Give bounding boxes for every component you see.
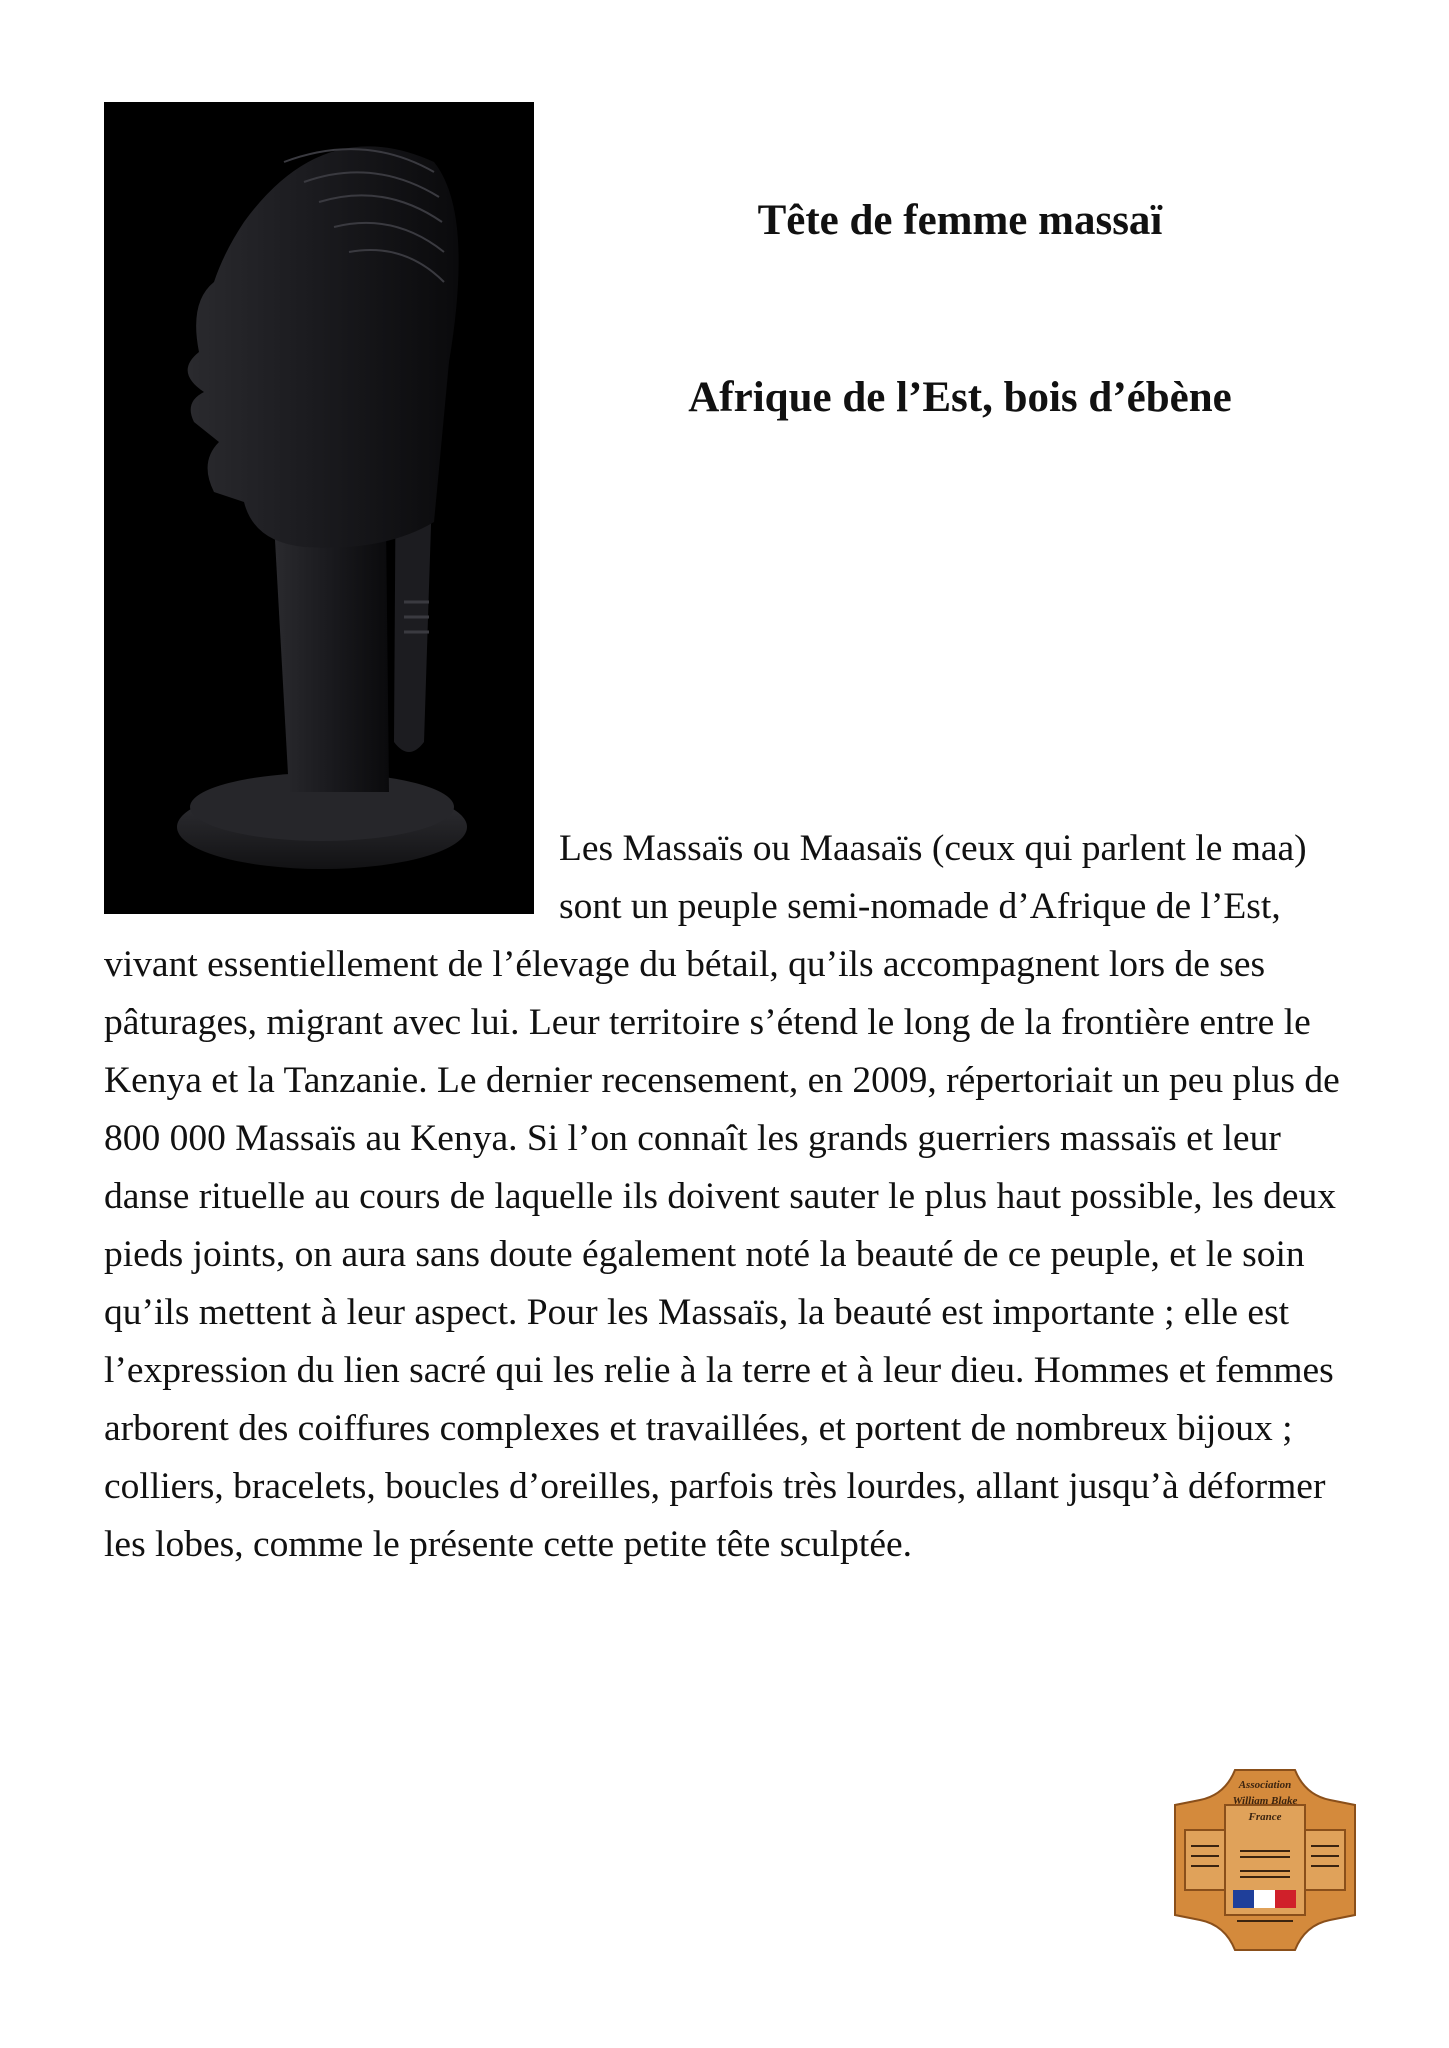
sculpture-image (104, 102, 534, 914)
logo-line3: France (1248, 1811, 1282, 1823)
association-logo (1165, 1760, 1365, 1960)
association-seal (1165, 1760, 1365, 1960)
sculpture-photo (104, 102, 534, 914)
page-subtitle: Afrique de l’Est, bois d’ébène (688, 374, 1232, 421)
logo-line2: William Blake (1232, 1795, 1298, 1807)
photo-wrap-spacer (104, 820, 559, 936)
logo-line1: Association (1238, 1779, 1292, 1791)
body-paragraph: Les Massaïs ou Maasaïs (ceux qui parlent le maa) sont un peuple semi-nomade d’Afrique de l’Est, vivant essentiellement de l’élevage du bétail, qu’ils accompagnent lors de ses pâturages, migrant avec lui. Leur territoire s’étend le long de la frontière entre le Kenya et la Tanzanie. Le dernier recensement, en 2009, répertoriait un peu plus de 800 000 Massaïs au Kenya. Si l’on connaît les grands guerriers massaïs et leur danse rituelle au cours de laquelle ils doivent sauter le plus haut possible, les deux pieds joints, on aura sans doute également noté la beauté de ce peuple, et le soin qu’ils mettent à leur aspect. Pour les Massaïs, la beauté est importante ; elle est l’expression du lien sacré qui les relie à la terre et à leur dieu. Hommes et femmes arborent des coiffures complexes et travaillées, et portent de nombreux bijoux ; colliers, bracelets, boucles d’oreilles, parfois très lourdes, allant jusqu’à déformer les lobes, comme le présente cette petite tête sculptée. (104, 828, 1340, 1565)
body-text (104, 820, 1364, 1574)
page-title: Tête de femme massaï (757, 197, 1163, 244)
